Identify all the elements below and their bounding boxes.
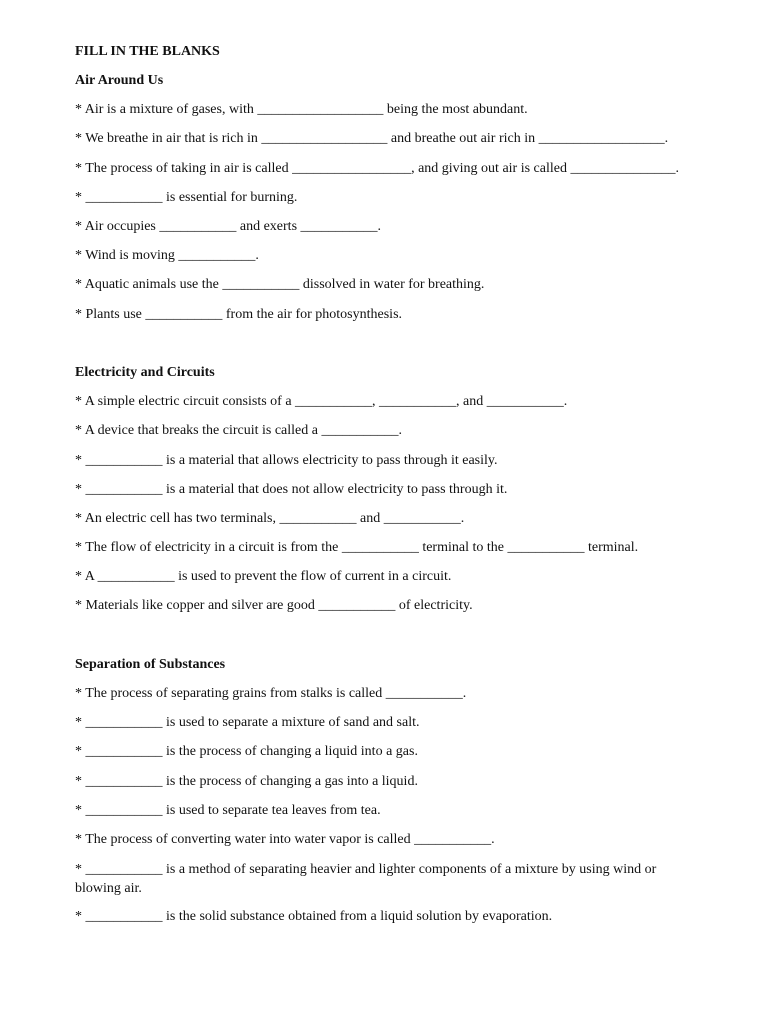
question-item: * A ___________ is used to prevent the flow of current in a circuit. bbox=[75, 569, 452, 584]
question-item: * An electric cell has two terminals, ___________ and ___________. bbox=[75, 511, 465, 526]
question-item: * A simple electric circuit consists of a ___________, ___________, and ___________. bbox=[75, 394, 568, 409]
section-heading-air: Air Around Us bbox=[75, 73, 164, 88]
question-item: * Aquatic animals use the ___________ dissolved in water for breathing. bbox=[75, 277, 485, 292]
question-item: * The process of taking in air is called _________________, and giving out air is called _______________. bbox=[75, 161, 679, 176]
question-item: * The process of converting water into water vapor is called ___________. bbox=[75, 832, 495, 847]
question-item: * ___________ is the process of changing a gas into a liquid. bbox=[75, 774, 418, 789]
question-item: * ___________ is a material that does not allow electricity to pass through it. bbox=[75, 482, 508, 497]
question-item: * ___________ is essential for burning. bbox=[75, 190, 298, 205]
question-item: * Air is a mixture of gases, with __________________ being the most abundant. bbox=[75, 102, 528, 117]
question-item: * The flow of electricity in a circuit is from the ___________ terminal to the ___________ terminal. bbox=[75, 540, 639, 555]
question-item: * Materials like copper and silver are good ___________ of electricity. bbox=[75, 598, 473, 613]
section-heading-separation: Separation of Substances bbox=[75, 657, 226, 672]
question-item: * Air occupies ___________ and exerts ___________. bbox=[75, 219, 382, 234]
question-item: * We breathe in air that is rich in __________________ and breathe out air rich in __________________. bbox=[75, 131, 669, 146]
question-item: * ___________ is used to separate tea leaves from tea. bbox=[75, 803, 381, 818]
question-item: * The process of separating grains from stalks is called ___________. bbox=[75, 686, 467, 701]
question-item: * Wind is moving ___________. bbox=[75, 248, 259, 263]
question-item: * ___________ is used to separate a mixture of sand and salt. bbox=[75, 715, 420, 730]
question-item: * A device that breaks the circuit is called a ___________. bbox=[75, 423, 402, 438]
question-item: * ___________ is a method of separating heavier and lighter components of a mixture by using wind or blowing air. bbox=[75, 862, 657, 896]
question-item: * ___________ is a material that allows electricity to pass through it easily. bbox=[75, 453, 498, 468]
question-item: * ___________ is the solid substance obtained from a liquid solution by evaporation. bbox=[75, 909, 553, 924]
question-item: * ___________ is the process of changing a liquid into a gas. bbox=[75, 744, 418, 759]
question-item: * Plants use ___________ from the air for photosynthesis. bbox=[75, 307, 403, 322]
section-heading-electricity: Electricity and Circuits bbox=[75, 365, 215, 380]
page-title: FILL IN THE BLANKS bbox=[75, 44, 220, 59]
